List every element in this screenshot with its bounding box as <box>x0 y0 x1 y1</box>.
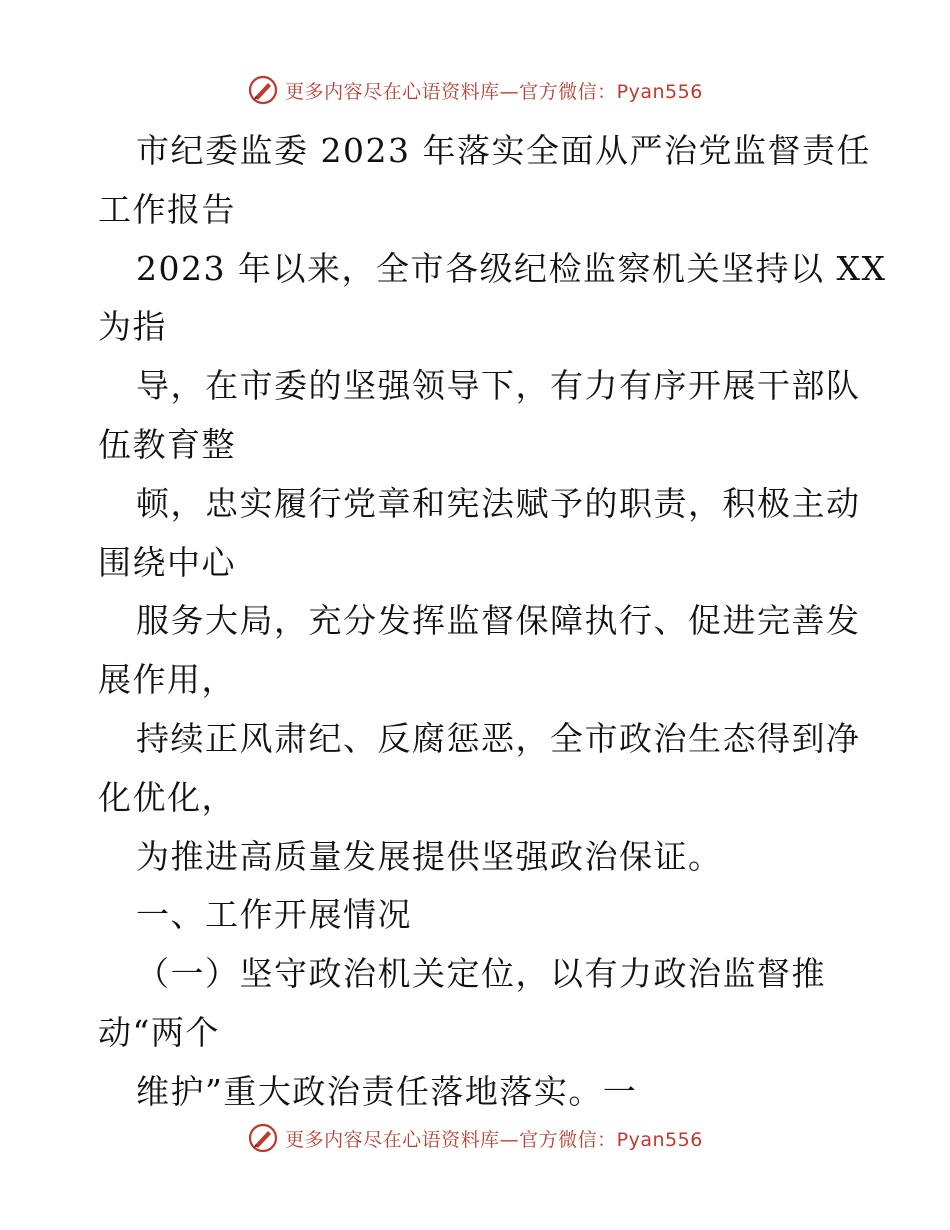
paragraph-line: 导，在市委的坚强领导下，有力有序开展干部队 <box>136 366 861 406</box>
watermark-text: 更多内容尽在心语资料库—官方微信：Pyan556 <box>285 80 703 103</box>
title-line-2: 工作报告 <box>98 189 236 229</box>
subsection-heading: （一）坚守政治机关定位，以有力政治监督推 <box>136 954 826 994</box>
pen-seal-icon <box>247 1122 279 1154</box>
paragraph-line: 为推进高质量发展提供坚强政治保证。 <box>136 836 723 876</box>
report-body <box>98 122 887 1122</box>
paragraph-line: 顿，忠实履行党章和宪法赋予的职责，积极主动 <box>136 483 861 523</box>
watermark-text: 更多内容尽在心语资料库—官方微信：Pyan556 <box>285 1128 703 1151</box>
paragraph-line: 动“两个 <box>98 1012 220 1052</box>
section-heading: 一、工作开展情况 <box>136 895 412 935</box>
paragraph-line: 展作用， <box>98 660 236 700</box>
paragraph-line: 服务大局，充分发挥监督保障执行、促进完善发 <box>136 601 861 641</box>
title-line-1: 市纪委监委 2023 年落实全面从严治党监督责任 <box>136 131 871 170</box>
paragraph-line: 围绕中心 <box>98 542 236 582</box>
paragraph-line: 为指 <box>98 307 167 347</box>
paragraph-line: 2023 年以来，全市各级纪检监察机关坚持以 XX <box>136 248 887 288</box>
paragraph-line: 化优化， <box>98 777 236 817</box>
paragraph-line: 伍教育整 <box>98 424 236 464</box>
footer-watermark <box>0 1118 950 1158</box>
paragraph-line: 持续正风肃纪、反腐惩恶，全市政治生态得到净 <box>136 718 861 758</box>
header-watermark <box>0 70 950 110</box>
pen-seal-icon <box>247 74 279 106</box>
paragraph-line: 维护”重大政治责任落地落实。一 <box>136 1071 638 1111</box>
